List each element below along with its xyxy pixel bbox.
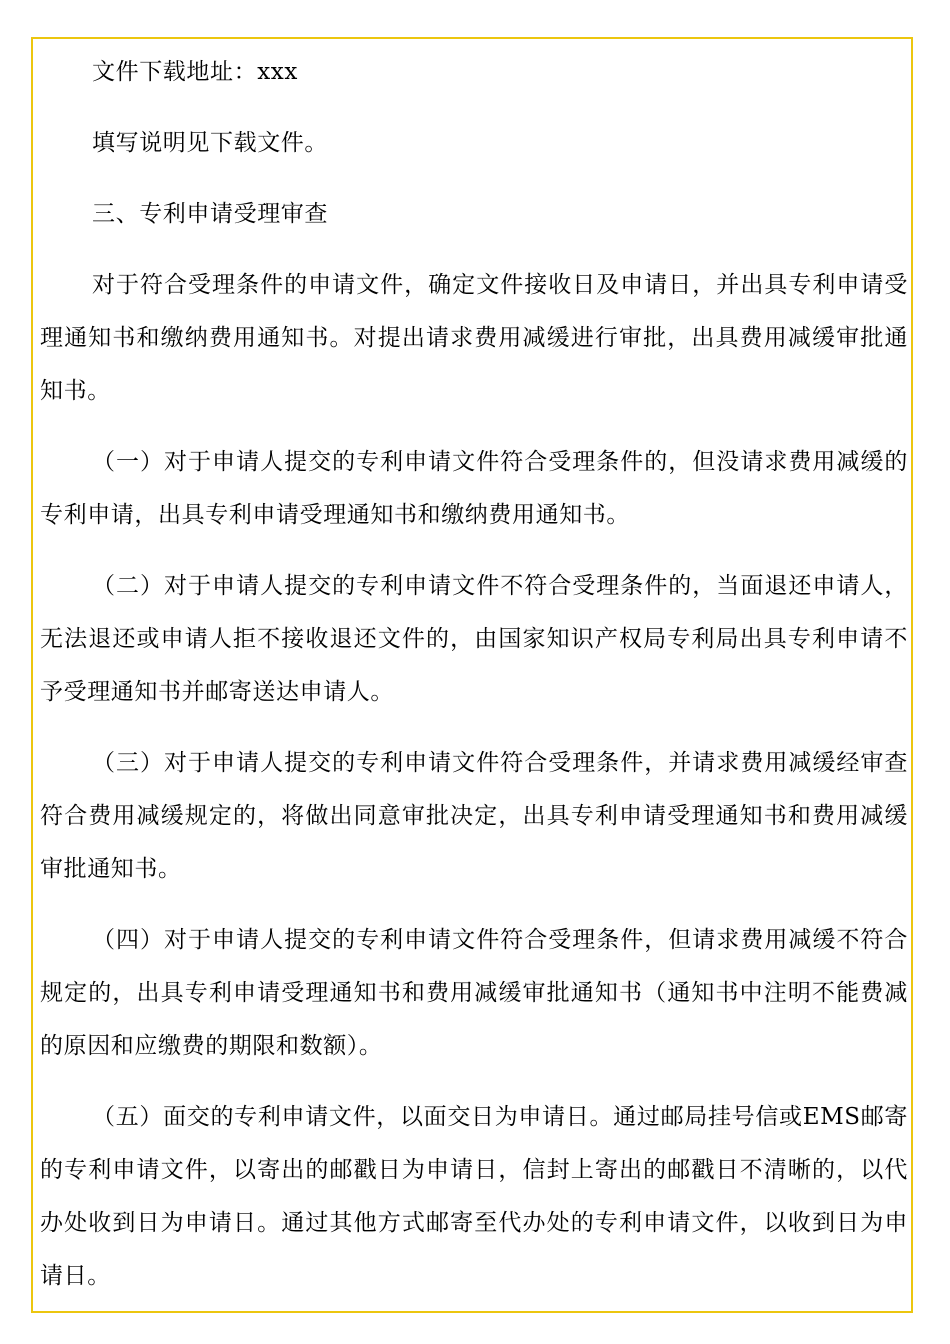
paragraph-spacer bbox=[40, 418, 908, 436]
clause-4-paragraph: （四）对于申请人提交的专利申请文件符合受理条件，但请求费用减缓不符合规定的，出具专利申请受理通知书和费用减缓审批通知书（通知书中注明不能费减的原因和应缴费的期限和数额）。 bbox=[40, 927, 908, 1059]
paragraph-spacer bbox=[40, 896, 908, 914]
instructions-note: 填写说明见下载文件。 bbox=[92, 130, 328, 156]
section-intro-paragraph: 对于符合受理条件的申请文件，确定文件接收日及申请日，并出具专利申请受理通知书和缴纳费用通知书。对提出请求费用减缓进行审批，出具费用减缓审批通知书。 bbox=[40, 272, 908, 404]
paragraph-spacer bbox=[40, 1073, 908, 1091]
paragraph-spacer bbox=[40, 241, 908, 259]
clause-5-paragraph: （五）面交的专利申请文件，以面交日为申请日。通过邮局挂号信或EMS邮寄的专利申请文件，以寄出的邮戳日为申请日，信封上寄出的邮戳日不清晰的，以代办处收到日为申请日。通过其他方式邮寄至代办处的专利申请文件，以收到日为申请日。 bbox=[40, 1104, 908, 1289]
clause-2-paragraph: （二）对于申请人提交的专利申请文件不符合受理条件的，当面退还申请人，无法退还或申请人拒不接收退还文件的，由国家知识产权局专利局出具专利申请不予受理通知书并邮寄送达申请人。 bbox=[40, 573, 908, 705]
paragraph-spacer bbox=[40, 719, 908, 737]
paragraph-spacer bbox=[40, 170, 908, 188]
download-address-line: 文件下载地址：xxx bbox=[92, 59, 298, 85]
document-body bbox=[40, 46, 908, 1303]
clause-1-paragraph: （一）对于申请人提交的专利申请文件符合受理条件的，但没请求费用减缓的专利申请，出具专利申请受理通知书和缴纳费用通知书。 bbox=[40, 449, 908, 528]
paragraph-spacer bbox=[40, 542, 908, 560]
clause-3-paragraph: （三）对于申请人提交的专利申请文件符合受理条件，并请求费用减缓经审查符合费用减缓规定的，将做出同意审批决定，出具专利申请受理通知书和费用减缓审批通知书。 bbox=[40, 750, 908, 882]
section-heading: 三、专利申请受理审查 bbox=[92, 201, 328, 227]
paragraph-spacer bbox=[40, 99, 908, 117]
